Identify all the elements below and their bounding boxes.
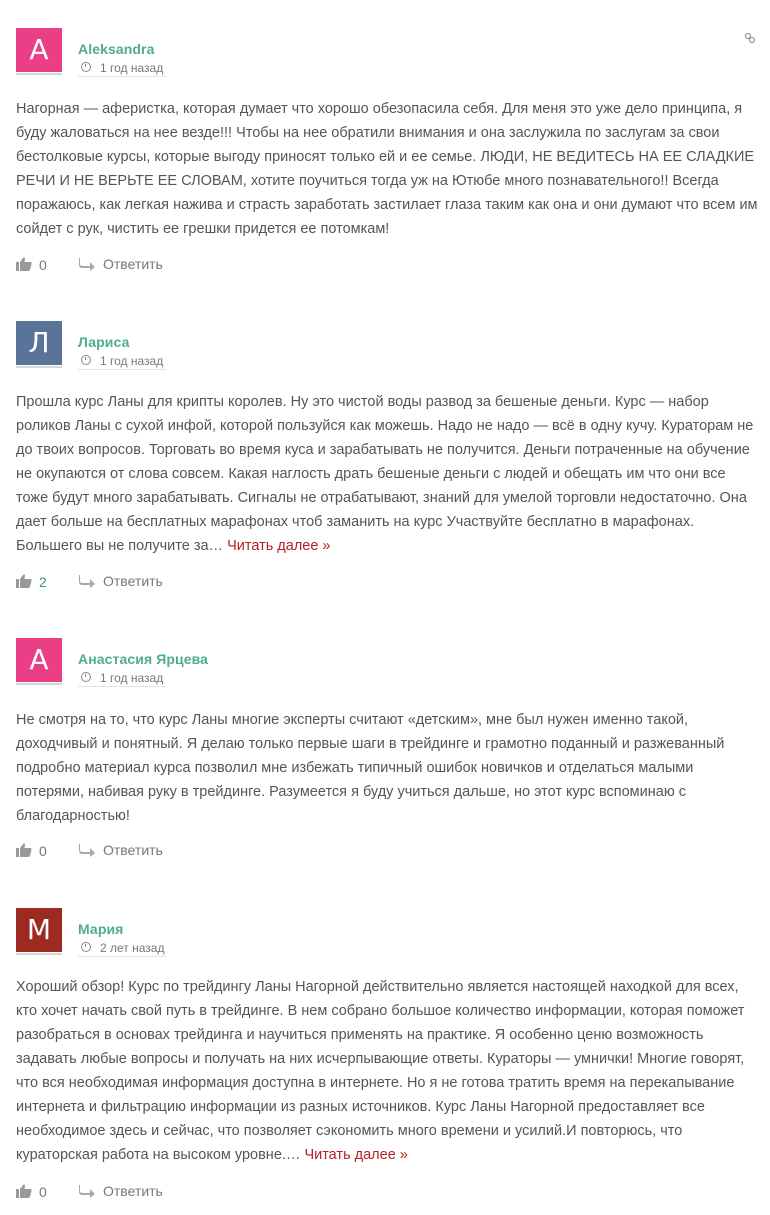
clock-icon bbox=[81, 355, 91, 365]
comment-body: Хороший обзор! Курс по трейдингу Ланы Нагорной действительно является настоящей находкой для всех, кто хочет начать свой путь в трейдинге. В нем собрано большое количество информации, которая поможет разобраться в основах трейдинга и научиться применять на практике. Я особенно ценю возможность задавать любые вопросы и получать на них исчерпывающие ответы. Кураторы — умнички! Многие говорят, что вся необходимая информация доступна в интернете. Но я не готова тратить время на перекапывание интернета и фильтрацию информации из разных источников. Курс Ланы Нагорной предоставляет все необходимое здесь и сейчас, что позволяет сэкономить много времени и усилий.И повторюсь, что кураторская работа на высоком уровне.… bbox=[16, 979, 745, 1163]
avatar-underline bbox=[16, 366, 62, 368]
thumbs-up-icon[interactable] bbox=[16, 257, 32, 271]
read-more-link[interactable]: Читать далее » bbox=[227, 538, 331, 554]
comment-text bbox=[16, 390, 761, 558]
comment-author[interactable]: Анастасия Ярцева bbox=[78, 651, 209, 667]
reply-button[interactable]: Ответить bbox=[103, 256, 163, 272]
meta-divider bbox=[78, 76, 166, 77]
reply-button[interactable]: Ответить bbox=[103, 573, 163, 589]
avatar[interactable]: A bbox=[16, 28, 62, 72]
link-icon[interactable] bbox=[744, 32, 756, 44]
comment-meta bbox=[78, 61, 163, 75]
avatar[interactable]: М bbox=[16, 908, 62, 952]
like-count: 0 bbox=[39, 257, 47, 273]
avatar-underline bbox=[16, 73, 62, 75]
avatar[interactable]: А bbox=[16, 638, 62, 682]
meta-divider bbox=[78, 686, 166, 687]
comment-body: Нагорная — аферистка, которая думает что хорошо обезопасила себя. Для меня это уже дело принципа, я буду жаловаться на нее везде!!! Чтобы на нее обратили внимания и она заслужила по заслугам за свои бестолковые курсы, которые выгоду приносят только ей и ее семье. ЛЮДИ, НЕ ВЕДИТЕСЬ НА ЕЕ СЛАДКИЕ РЕЧИ И НЕ ВЕРЬТЕ ЕЕ СЛОВАМ, хотите поучиться тогда уж на Ютюбе много познавательного!! Всегда поражаюсь, как легкая нажива и страсть заработать застилает глаза таким как она и они думают что всем им сойдет с рук, чистить ее грешки придется ее потомкам! bbox=[16, 101, 758, 237]
avatar-underline bbox=[16, 683, 62, 685]
comment-text bbox=[16, 975, 761, 1167]
reply-arrow-icon[interactable] bbox=[79, 575, 95, 588]
comment-meta bbox=[78, 671, 163, 685]
comment-body: Не смотря на то, что курс Ланы многие эксперты считают «детским», мне был нужен именно такой, доходчивый и понятный. Я делаю только первые шаги в трейдинге и грамотно поданный и разжеванный подробно материал курса позволил мне избежать типичный ошибок новичков и отделаться малыми потерями, набивая руку в трейдинге. Разумеется я буду учиться дальше, но этот курс вспоминаю с благодарностью! bbox=[16, 712, 725, 824]
comment-time[interactable]: 1 год назад bbox=[100, 354, 164, 368]
meta-divider bbox=[78, 956, 166, 957]
thumbs-up-icon[interactable] bbox=[16, 843, 32, 857]
reply-arrow-icon[interactable] bbox=[79, 258, 95, 271]
comment-meta bbox=[78, 941, 164, 955]
reply-arrow-icon[interactable] bbox=[79, 844, 95, 857]
comment-meta bbox=[78, 354, 163, 368]
clock-icon bbox=[81, 942, 91, 952]
like-count: 0 bbox=[39, 1184, 47, 1200]
comment-text bbox=[16, 97, 761, 241]
thumbs-up-icon[interactable] bbox=[16, 574, 32, 588]
read-more-link[interactable]: Читать далее » bbox=[304, 1147, 408, 1163]
clock-icon bbox=[81, 672, 91, 682]
like-count: 0 bbox=[39, 843, 47, 859]
comment-author[interactable]: Мария bbox=[78, 921, 124, 937]
meta-divider bbox=[78, 369, 166, 370]
avatar-underline bbox=[16, 953, 62, 955]
thumbs-up-icon[interactable] bbox=[16, 1184, 32, 1198]
comment-time[interactable]: 2 лет назад bbox=[100, 941, 165, 955]
comment-time[interactable]: 1 год назад bbox=[100, 61, 164, 75]
clock-icon bbox=[81, 62, 91, 72]
comment-author[interactable]: Лариса bbox=[78, 334, 130, 350]
comment-time[interactable]: 1 год назад bbox=[100, 671, 164, 685]
reply-button[interactable]: Ответить bbox=[103, 1183, 163, 1199]
comment-author[interactable]: Aleksandra bbox=[78, 41, 155, 57]
comment-text bbox=[16, 708, 761, 828]
reply-arrow-icon[interactable] bbox=[79, 1185, 95, 1198]
comment-body: Прошла курс Ланы для крипты королев. Ну это чистой воды развод за бешеные деньги. Курс — набор роликов Ланы с сухой инфой, которой пользуйся как можешь. Надо не надо — всё в одну кучу. Кураторам не до твоих вопросов. Торговать во время куса и зарабатывать не получится. Деньги потраченные на обучение не окупаются от слова совсем. Какая наглость драть бешеные деньги с людей и обещать им что они все тоже будут много зарабатывать. Сигналы не отрабатывают, знаний для умелой торговли недостаточно. Она дает больше на бесплатных марафонах чтоб заманить на курс Участвуйте бесплатно в марафонах. Большего вы не получите за… bbox=[16, 394, 754, 554]
reply-button[interactable]: Ответить bbox=[103, 842, 163, 858]
like-count: 2 bbox=[39, 574, 47, 590]
avatar[interactable]: Л bbox=[16, 321, 62, 365]
